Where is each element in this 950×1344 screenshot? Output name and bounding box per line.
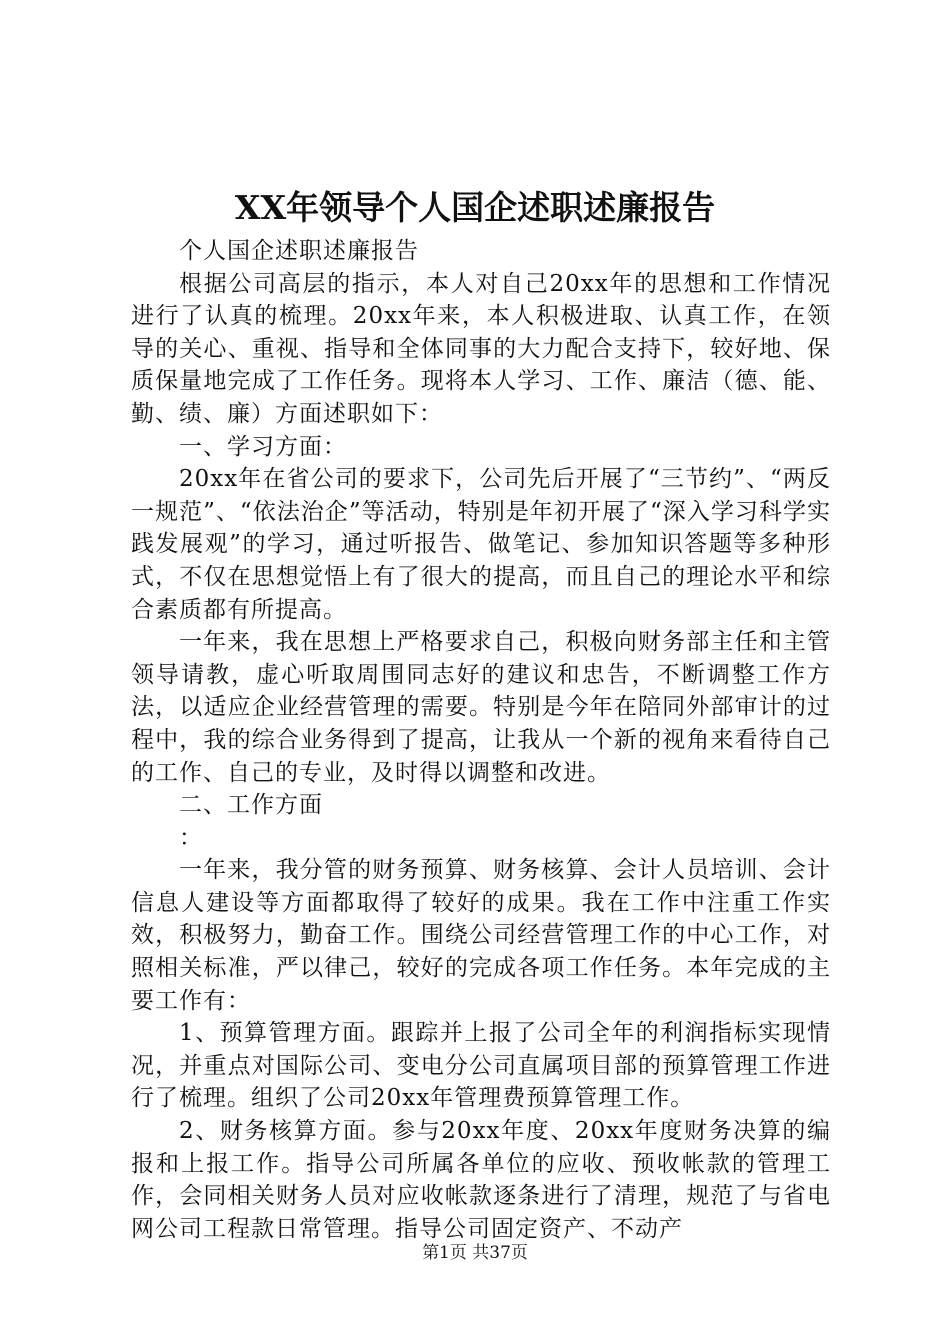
section-heading-work-colon: ： <box>179 824 203 851</box>
document-body <box>131 235 831 1245</box>
document-title: XX年领导个人国企述职述廉报告 <box>234 188 716 227</box>
paragraph-work-budget: 1、预算管理方面。跟踪并上报了公司全年的利润指标实现情况，并重点对国际公司、变电分公司直属项目部的预算管理工作进行了梳理。组织了公司20xx年管理费预算管理工作。 <box>131 1020 831 1112</box>
paragraph-intro: 根据公司高层的指示，本人对自己20xx年的思想和工作情况进行了认真的梳理。20xx年来，本人积极进取、认真工作，在领导的关心、重视、指导和全体同事的大力配合支持下，较好地、保质保量地完成了工作任务。现将本人学习、工作、廉洁（德、能、勤、绩、廉）方面述职如下： <box>131 270 831 427</box>
paragraph-work-1: 一年来，我分管的财务预算、财务核算、会计人员培训、会计信息人建设等方面都取得了较好的成果。我在工作中注重工作实效，积极努力，勤奋工作。围绕公司经营管理工作的中心工作，对照相关标准，严以律己，较好的完成各项工作任务。本年完成的主要工作有： <box>131 857 831 1014</box>
paragraph-study-1: 20xx年在省公司的要求下，公司先后开展了“三节约”、“两反一规范”、“依法治企”等活动，特别是年初开展了“深入学习科学实践发展观”的学习，通过听报告、做笔记、参加知识答题等多种形式，不仅在思想觉悟上有了很大的提高，而且自己的理论水平和综合素质都有所提高。 <box>131 466 831 623</box>
paragraph-study-2: 一年来，我在思想上严格要求自己，积极向财务部主任和主管领导请教，虚心听取周围同志好的建议和忠告，不断调整工作方法，以适应企业经营管理的需要。特别是今年在陪同外部审计的过程中，我的综合业务得到了提高，让我从一个新的视角来看待自己的工作、自己的专业，及时得以调整和改进。 <box>131 629 831 786</box>
section-heading-study: 一、学习方面： <box>179 433 347 460</box>
section-heading-work: 二、工作方面 <box>179 792 323 819</box>
paragraph-work-accounting: 2、财务核算方面。参与20xx年度、20xx年度财务决算的编报和上报工作。指导公司所属各单位的应收、预收帐款的管理工作，会同相关财务人员对应收帐款逐条进行了清理，规范了与省电网公司工程款日常管理。指导公司固定资产、不动产 <box>131 1118 831 1242</box>
page-footer: 第1页 共37页 <box>422 1243 528 1263</box>
paragraph-subtitle: 个人国企述职述廉报告 <box>179 238 419 264</box>
